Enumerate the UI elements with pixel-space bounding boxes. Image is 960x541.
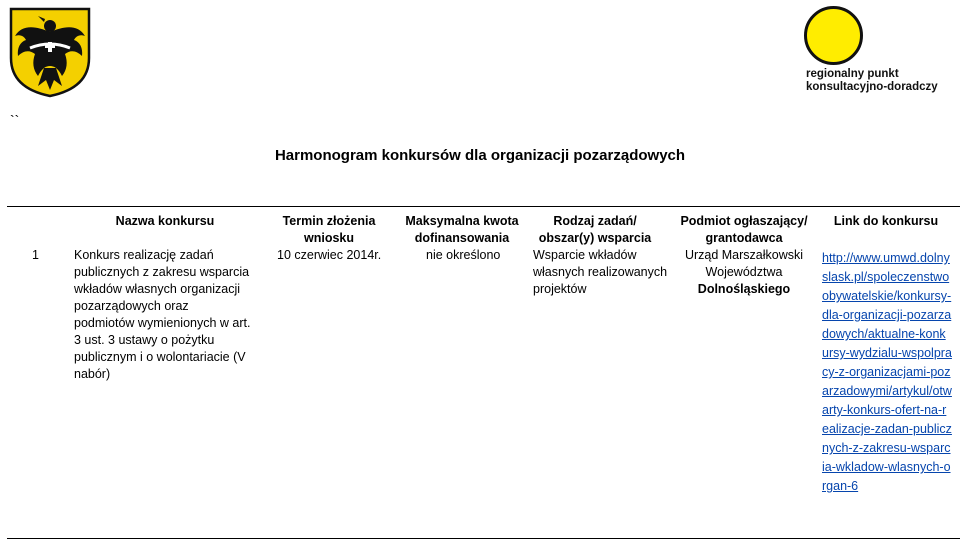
- header-deadline: Termin złożenia wniosku: [282, 214, 376, 245]
- rpk-logo-text: regionalny punkt konsultacyjno-doradczy: [806, 68, 938, 93]
- competition-link[interactable]: http://www.umwd.dolnyslask.pl/spoleczenstwoobywatelskie/konkursy-dla-organizacji-pozarzadowych/aktualne-konkursy-wydzialu-wspolpracy-z-organizacjami-pozarzadowymi/artykul/otwarty-konkurs-ofert-na-realizacje-zadan-publicznych-z-zakresu-wsparcia-wkladow-wlasnych-organ-6: [822, 251, 952, 493]
- header-amount: Maksymalna kwota dofinansowania: [405, 214, 519, 245]
- header-task-type: Rodzaj zadań/ obszar(y) wsparcia: [538, 214, 652, 245]
- stray-backticks: ``: [10, 112, 20, 128]
- document-title: Harmonogram konkursów dla organizacji pozarządowych: [274, 147, 686, 164]
- header-announcer: Podmiot ogłaszający/ grantodawca: [680, 214, 808, 245]
- announcer-value: Urząd Marszałkowski Województwa Dolnośląskiego: [684, 248, 804, 296]
- yellow-circle-icon: [804, 6, 863, 65]
- task-type-value: Wsparcie wkładów własnych realizowanych projektów: [533, 248, 668, 296]
- deadline-value: 10 czerwiec 2014r.: [277, 248, 382, 262]
- amount-value: nie określono: [426, 248, 501, 262]
- header-name: Nazwa konkursu: [115, 214, 215, 228]
- row-number: 1: [32, 248, 39, 262]
- rpk-logo: [804, 6, 944, 96]
- header-link: Link do konkursu: [833, 214, 939, 228]
- competition-name: Konkurs realizację zadań publicznych z zakresu wsparcia wkładów własnych organizacji pozarządowych oraz podmiotów wymienionych w art. 3 ust. 3 ustawy o pożytku publicznym i o wolontariacie (V nabór): [74, 248, 251, 381]
- table-bottom-rule: [7, 538, 960, 539]
- table-top-rule: [7, 206, 960, 207]
- coat-of-arms-logo: [8, 6, 92, 98]
